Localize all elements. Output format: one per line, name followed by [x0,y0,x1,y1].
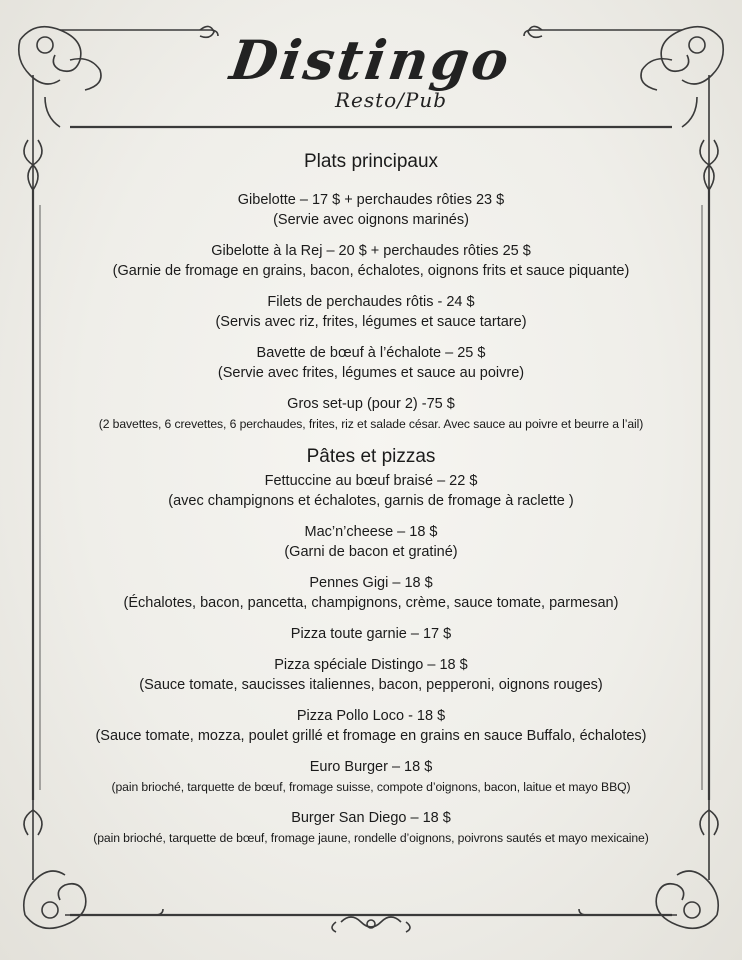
logo [196,30,546,125]
logo-subtitle: Resto/Pub [334,88,448,112]
item-name: Mac’n’cheese – 18 $ [304,524,438,540]
menu-item [40,343,702,383]
item-desc: (Servie avec frites, légumes et sauce au poivre) [217,365,525,381]
item-name: Fettuccine au bœuf braisé – 22 $ [264,473,478,489]
item-name: Gibelotte – 17 $ + perchaudes rôties 23 $ [237,192,505,208]
menu-item [40,573,702,613]
item-name: Gros set-up (pour 2) -75 $ [287,396,455,412]
logo-name: Distingo [226,28,516,92]
menu-item [40,190,702,230]
item-name: Gibelotte à la Rej – 20 $ + perchaudes rôties 25 $ [211,243,531,259]
item-desc: (2 bavettes, 6 crevettes, 6 perchaudes, frites, riz et salade césar. Avec sauce au poivre et beurre a l’ail) [98,417,644,431]
item-name: Pizza toute garnie – 17 $ [290,626,452,642]
item-desc: (Échalotes, bacon, pancetta, champignons, crème, sauce tomate, parmesan) [123,595,619,611]
menu-item [40,655,702,695]
item-name: Pennes Gigi – 18 $ [309,575,433,591]
flourish-icon [332,917,410,932]
item-desc: (Sauce tomate, mozza, poulet grillé et fromage en grains en sauce Buffalo, échalotes) [95,728,647,744]
item-name: Bavette de bœuf à l’échalote – 25 $ [256,345,486,361]
item-desc: (Servis avec riz, frites, légumes et sauce tartare) [215,314,527,330]
item-desc: (Garni de bacon et gratiné) [284,544,458,560]
item-desc: (Sauce tomate, saucisses italiennes, bacon, pepperoni, oignons rouges) [139,677,603,693]
menu-content [40,150,702,859]
item-name: Burger San Diego – 18 $ [291,810,451,826]
section-title: Pâtes et pizzas [306,446,436,467]
item-desc: (pain brioché, tarquette de bœuf, fromage suisse, compote d’oignons, bacon, laitue et mayo BBQ) [111,780,631,794]
item-desc: (pain brioché, tarquette de bœuf, fromage jaune, rondelle d’oignons, poivrons sautés et mayo mexicaine) [93,831,649,845]
menu-item [40,757,702,797]
menu-item [40,471,702,511]
menu-item [40,808,702,848]
item-desc: (Servie avec oignons marinés) [273,212,469,228]
menu-item [40,394,702,434]
item-name: Pizza Pollo Loco - 18 $ [296,708,446,724]
menu-item [40,706,702,746]
item-desc: (Garnie de fromage en grains, bacon, échalotes, oignons frits et sauce piquante) [112,263,630,279]
menu-item [40,241,702,281]
menu-item [40,292,702,332]
item-name: Pizza spéciale Distingo – 18 $ [274,657,468,673]
section-title: Plats principaux [303,151,439,172]
item-name: Filets de perchaudes rôtis - 24 $ [267,294,475,310]
menu-item [40,624,702,644]
item-desc: (avec champignons et échalotes, garnis de fromage à raclette ) [168,493,574,509]
item-name: Euro Burger – 18 $ [309,759,433,775]
menu-item [40,522,702,562]
